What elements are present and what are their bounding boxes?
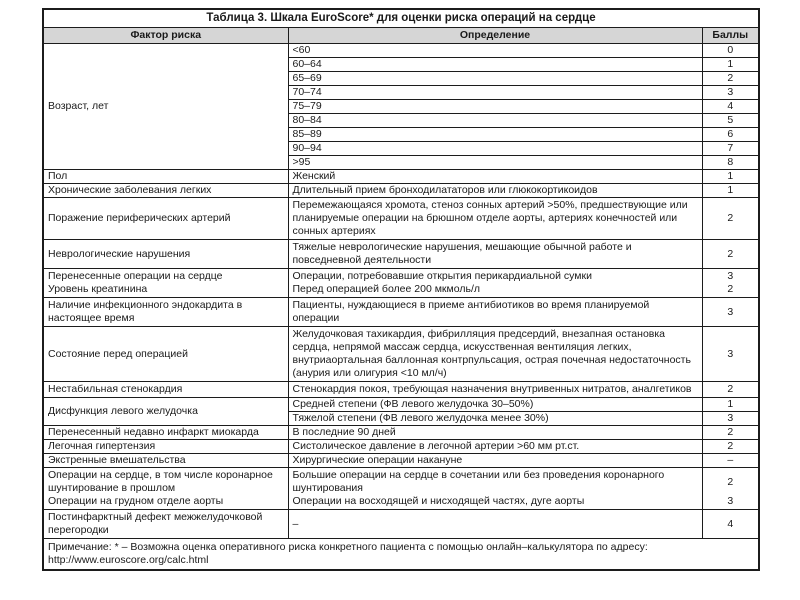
points-cell: 4: [702, 100, 759, 114]
definition-cell: 70–74: [288, 86, 702, 100]
points-cell: [702, 269, 759, 298]
definition-line: Перед операцией более 200 мкмоль/л: [292, 283, 480, 295]
points-cell: 2: [702, 240, 759, 269]
factor-cell-pulmonary-hypertension: Легочная гипертензия: [43, 440, 288, 454]
points-cell: 1: [702, 184, 759, 198]
definition-cell: Стенокардия покоя, требующая назначения внутривенных нитратов, аналгетиков: [288, 382, 702, 398]
factor-line: Операции на грудном отделе аорты: [48, 495, 224, 507]
points-cell: 3: [702, 86, 759, 100]
header-row: [43, 28, 759, 44]
definition-cell: Систолическое давление в легочной артерии >60 мм рт.ст.: [288, 440, 702, 454]
points-line: 3: [727, 495, 734, 507]
points-cell: 2: [702, 198, 759, 240]
factor-cell-unstable-angina: Нестабильная стенокардия: [43, 382, 288, 398]
points-cell: 1: [702, 398, 759, 412]
points-cell: 3: [702, 298, 759, 327]
factor-cell-age: Возраст, лет: [43, 44, 288, 170]
factor-line: Операции на сердце, в том числе коронарное шунтирование в прошлом: [48, 469, 273, 494]
points-line: 3: [727, 270, 734, 282]
footnote: [43, 539, 759, 571]
table-row: [43, 44, 759, 58]
factor-cell-recent-mi: Перенесенный недавно инфаркт миокарда: [43, 426, 288, 440]
factor-cell-neurologic: Неврологические нарушения: [43, 240, 288, 269]
points-cell: 7: [702, 142, 759, 156]
points-cell: 0: [702, 44, 759, 58]
table-row: [43, 426, 759, 440]
definition-line: Операции на восходящей и нисходящей частях, дуге аорты: [292, 495, 585, 507]
points-cell: 2: [702, 382, 759, 398]
points-cell: 2: [702, 426, 759, 440]
factor-cell-vsd: Постинфарктный дефект межжелудочковой перегородки: [43, 510, 288, 539]
column-header-points: Баллы: [702, 28, 759, 44]
definition-cell: 80–84: [288, 114, 702, 128]
factor-cell-prior-cardiac-aorta: [43, 468, 288, 510]
factor-cell-prior-heart-creatinine: [43, 269, 288, 298]
points-cell: 3: [702, 412, 759, 426]
table-row: [43, 440, 759, 454]
points-cell: [702, 468, 759, 510]
column-header-factor: Фактор риска: [43, 28, 288, 44]
definition-line: Операции, потребовавшие открытия перикардиальной сумки: [292, 270, 592, 282]
factor-cell-sex: Пол: [43, 170, 288, 184]
factor-line: Перенесенные операции на сердце: [48, 270, 223, 282]
definition-cell: Пациенты, нуждающиеся в приеме антибиотиков во время планируемой операции: [288, 298, 702, 327]
definition-cell: Средней степени (ФВ левого желудочка 30–50%): [288, 398, 702, 412]
points-cell: 5: [702, 114, 759, 128]
definition-cell: 90–94: [288, 142, 702, 156]
factor-cell-emergency: Экстренные вмешательства: [43, 454, 288, 468]
table-title: Таблица 3. Шкала EuroScore* для оценки риска операций на сердце: [43, 9, 759, 28]
table-row: [43, 269, 759, 298]
table-row: [43, 327, 759, 382]
column-header-definition: Определение: [288, 28, 702, 44]
points-cell: –: [702, 454, 759, 468]
definition-cell: <60: [288, 44, 702, 58]
points-line: 2: [727, 475, 734, 488]
table-row: [43, 398, 759, 412]
definition-cell: Длительный прием бронходилататоров или глюкокортикоидов: [288, 184, 702, 198]
definition-cell: Хирургические операции накануне: [288, 454, 702, 468]
definition-cell: Перемежающаяся хромота, стеноз сонных артерий >50%, предшествующие или планируемые операции на брюшном отделе аорты, артериях конечностей или сонных артериях: [288, 198, 702, 240]
table-row: [43, 382, 759, 398]
definition-cell: Женский: [288, 170, 702, 184]
table-row: [43, 170, 759, 184]
points-cell: 1: [702, 58, 759, 72]
title-row: [43, 9, 759, 28]
points-cell: 4: [702, 510, 759, 539]
points-cell: 8: [702, 156, 759, 170]
euroscore-table: [42, 8, 760, 571]
factor-cell-endocarditis: Наличие инфекционного эндокардита в настоящее время: [43, 298, 288, 327]
definition-cell: 75–79: [288, 100, 702, 114]
points-cell: 3: [702, 327, 759, 382]
definition-cell: Тяжелые неврологические нарушения, мешающие обычной работе и повседневной деятельности: [288, 240, 702, 269]
table-row: [43, 240, 759, 269]
definition-line: Большие операции на сердце в сочетании или без проведения коронарного шунтирования: [292, 469, 665, 494]
table-row: [43, 184, 759, 198]
factor-cell-peripheral-arteries: Поражение периферических артерий: [43, 198, 288, 240]
points-cell: 2: [702, 440, 759, 454]
definition-cell: [288, 269, 702, 298]
factor-cell-preop-state: Состояние перед операцией: [43, 327, 288, 382]
factor-cell-lv-dysfunction: Дисфункция левого желудочка: [43, 398, 288, 426]
definition-cell: В последние 90 дней: [288, 426, 702, 440]
definition-cell: Тяжелой степени (ФВ левого желудочка менее 30%): [288, 412, 702, 426]
factor-line: Уровень креатинина: [48, 283, 148, 295]
definition-cell: [288, 468, 702, 510]
definition-cell: 65–69: [288, 72, 702, 86]
footnote-line: Примечание: * – Возможна оценка оперативного риска конкретного пациента с помощью онлайн–калькулятора по адресу:: [48, 541, 648, 553]
table-row: [43, 510, 759, 539]
definition-cell: >95: [288, 156, 702, 170]
definition-cell: Желудочковая тахикардия, фибрилляция предсердий, внезапная остановка сердца, непрямой массаж сердца, искусственная вентиляция легких, внутриаортальная баллонная контрпульсация, острая почечная недостаточность (анурия или олигурия <10 мл/ч): [288, 327, 702, 382]
points-cell: 1: [702, 170, 759, 184]
table-row: [43, 454, 759, 468]
footnote-url: http://www.euroscore.org/calc.html: [48, 554, 209, 566]
definition-cell: 60–64: [288, 58, 702, 72]
definition-cell: 85–89: [288, 128, 702, 142]
table-row: [43, 298, 759, 327]
factor-cell-lung-disease: Хронические заболевания легких: [43, 184, 288, 198]
table-row: [43, 468, 759, 510]
points-cell: 6: [702, 128, 759, 142]
definition-cell: –: [288, 510, 702, 539]
points-line: 2: [727, 283, 734, 295]
footnote-row: [43, 539, 759, 571]
table-row: [43, 198, 759, 240]
points-cell: 2: [702, 72, 759, 86]
